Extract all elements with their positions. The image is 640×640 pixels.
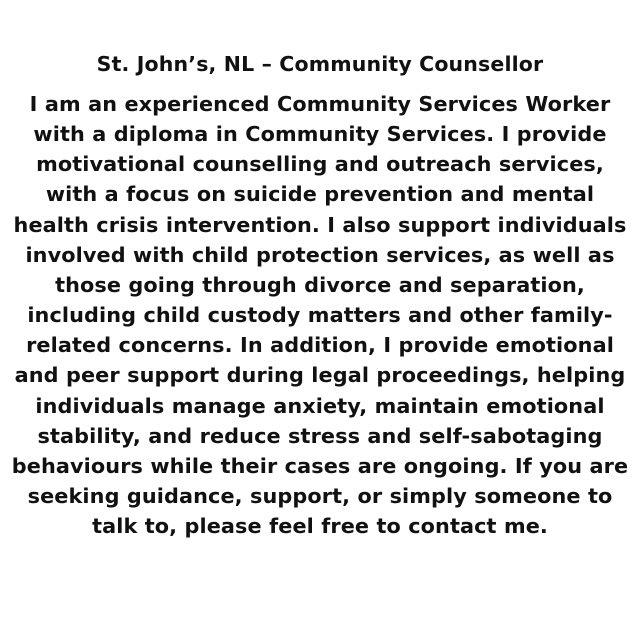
body-text	[0, 89, 640, 541]
body-line: motivational counselling and outreach services,	[36, 152, 604, 177]
body-line: talk to, please feel free to contact me.	[92, 514, 548, 539]
body-line: individuals manage anxiety, maintain emotional	[35, 393, 605, 418]
body-line: with a diploma in Community Services. I provide	[33, 122, 607, 147]
body-line: including child custody matters and other family-	[27, 303, 613, 328]
body-line: stability, and reduce stress and self-sabotaging	[37, 423, 603, 448]
body-line: related concerns. In addition, I provide emotional	[26, 333, 614, 358]
body-line: seeking guidance, support, or simply someone to	[27, 484, 613, 509]
body-line: I am an experienced Community Services Worker	[29, 92, 611, 116]
body-line: and peer support during legal proceedings, helping	[14, 363, 626, 388]
body-line: health crisis intervention. I also support individuals	[13, 212, 627, 237]
body-line: involved with child protection services, as well as	[25, 242, 615, 267]
body-line: those going through divorce and separation,	[55, 272, 585, 297]
body-line: with a focus on suicide prevention and mental	[45, 182, 595, 207]
page-title: St. John’s, NL – Community Counsellor	[96, 52, 544, 76]
body-line: behaviours while their cases are ongoing. If you are	[11, 453, 629, 478]
